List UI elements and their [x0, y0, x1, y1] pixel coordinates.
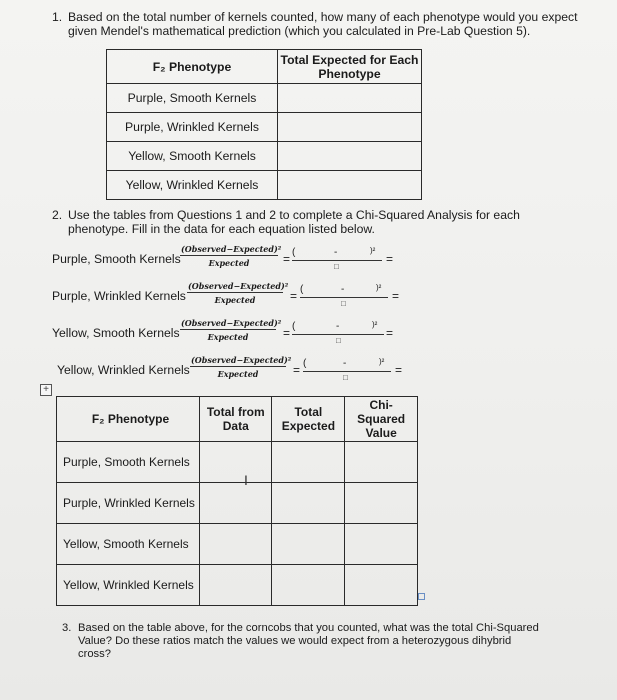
- table-row: [57, 524, 418, 565]
- question-2-line1: Use the tables from Questions 1 and 2 to complete a Chi-Squared Analysis for each: [68, 208, 520, 222]
- total-from-data-cell[interactable]: [200, 565, 272, 606]
- text-cursor-icon: I: [244, 472, 248, 488]
- row-label: Purple, Smooth Kernels: [107, 84, 278, 113]
- row-label: Yellow, Smooth Kernels: [57, 524, 200, 565]
- chi-squared-cell[interactable]: [345, 442, 418, 483]
- question-2-line2: phenotype. Fill in the data for each equation listed below.: [68, 222, 375, 236]
- equals-sign: =: [293, 363, 301, 377]
- minus-sign: -: [341, 284, 345, 295]
- question-3-line1: Based on the table above, for the corncobs that you counted, what was the total Chi-Squared: [78, 622, 539, 634]
- table-row: [107, 84, 422, 113]
- result-equals: =: [386, 326, 394, 340]
- table-header-row: [107, 50, 422, 84]
- question-3-line3: cross?: [78, 648, 111, 660]
- chi-squared-cell[interactable]: [345, 483, 418, 524]
- chi-formula-fraction: [187, 281, 289, 305]
- formula-denominator: Expected: [214, 295, 256, 305]
- row-label: Yellow, Wrinkled Kernels: [57, 565, 200, 606]
- fraction-blank-line[interactable]: [303, 371, 391, 372]
- question-1-line1: Based on the total number of kernels counted, how many of each phenotype would you expect: [68, 10, 578, 24]
- fraction-blank-line[interactable]: [300, 297, 388, 298]
- table-row: [107, 142, 422, 171]
- squared-paren: )²: [376, 283, 382, 292]
- equation-label: Yellow, Smooth Kernels: [52, 326, 180, 340]
- open-paren: (: [303, 358, 307, 369]
- header-phenotype: F₂ Phenotype: [57, 397, 200, 442]
- question-1: [52, 10, 597, 38]
- denominator-box: □: [341, 299, 346, 308]
- header-total-expected-line2: Phenotype: [318, 66, 381, 81]
- formula-numerator: (Observed−Expected)²: [181, 244, 282, 254]
- header-phenotype: F₂ Phenotype: [107, 50, 278, 84]
- equals-sign: =: [283, 252, 291, 266]
- total-expected-cell[interactable]: [272, 565, 345, 606]
- header-total-from-data-line1: Total from: [206, 405, 265, 419]
- question-3: [62, 622, 562, 661]
- squared-paren: )²: [370, 246, 376, 255]
- formula-numerator: (Observed−Expected)²: [181, 318, 282, 328]
- expected-cell[interactable]: [278, 113, 422, 142]
- row-label: Purple, Smooth Kernels: [57, 442, 200, 483]
- row-label: Yellow, Smooth Kernels: [107, 142, 278, 171]
- header-chi-line1: Chi-: [369, 398, 393, 412]
- table-row: [57, 442, 418, 483]
- chi-formula-fraction: [180, 244, 282, 268]
- row-label: Purple, Wrinkled Kernels: [57, 483, 200, 524]
- table-header-row: [57, 397, 418, 442]
- total-from-data-cell[interactable]: [200, 442, 272, 483]
- result-equals: =: [395, 363, 403, 377]
- expected-cell[interactable]: [278, 142, 422, 171]
- formula-numerator: (Observed−Expected)²: [191, 355, 292, 365]
- table-move-handle-icon[interactable]: +: [40, 384, 52, 396]
- table-row: [57, 483, 418, 524]
- result-equals: =: [392, 289, 400, 303]
- row-label: Yellow, Wrinkled Kernels: [107, 171, 278, 200]
- chi-formula-fraction: [190, 355, 292, 379]
- question-2: [52, 208, 572, 236]
- expected-cell[interactable]: [278, 171, 422, 200]
- header-total-expected-line1: Total: [294, 405, 323, 419]
- total-from-data-cell[interactable]: [200, 483, 272, 524]
- question-3-line2: Value? Do these ratios match the values we would expect from a heterozygous dihybrid: [78, 635, 512, 647]
- header-chi-line3: Value: [365, 426, 397, 440]
- header-chi-line2: Squared: [357, 412, 406, 426]
- squared-paren: )²: [372, 320, 378, 329]
- table-resize-handle[interactable]: [418, 593, 425, 600]
- header-total-from-data: [200, 397, 272, 442]
- denominator-box: □: [343, 373, 348, 382]
- chi-squared-cell[interactable]: [345, 565, 418, 606]
- header-chi-squared: [345, 397, 418, 442]
- formula-denominator: Expected: [217, 369, 259, 379]
- question-2-number: 2.: [52, 208, 63, 222]
- squared-paren: )²: [379, 357, 385, 366]
- question-1-line2: given Mendel's mathematical prediction (which you calculated in Pre-Lab Question 5).: [68, 24, 531, 38]
- header-total-expected-line2: Expected: [281, 419, 336, 433]
- table-row: [107, 171, 422, 200]
- table-row: [57, 565, 418, 606]
- denominator-box: □: [336, 336, 341, 345]
- row-label: Purple, Wrinkled Kernels: [107, 113, 278, 142]
- equation-label: Purple, Wrinkled Kernels: [52, 289, 186, 303]
- chi-squared-table: [56, 396, 418, 606]
- header-total-expected: [272, 397, 345, 442]
- total-from-data-cell[interactable]: [200, 524, 272, 565]
- minus-sign: -: [343, 358, 347, 369]
- minus-sign: -: [336, 321, 340, 332]
- equals-sign: =: [283, 326, 291, 340]
- header-total-expected: [278, 50, 422, 84]
- table-row: [107, 113, 422, 142]
- total-expected-cell[interactable]: [272, 442, 345, 483]
- total-expected-cell[interactable]: [272, 483, 345, 524]
- denominator-box: □: [334, 262, 339, 271]
- equation-label: Yellow, Wrinkled Kernels: [57, 363, 190, 377]
- minus-sign: -: [334, 247, 338, 258]
- formula-denominator: Expected: [208, 258, 250, 268]
- open-paren: (: [300, 284, 304, 295]
- open-paren: (: [292, 247, 296, 258]
- question-1-number: 1.: [52, 10, 63, 24]
- equation-label: Purple, Smooth Kernels: [52, 252, 181, 266]
- result-equals: =: [386, 252, 394, 266]
- expected-phenotype-table: [106, 49, 422, 200]
- header-total-expected-line1: Total Expected for Each: [280, 52, 419, 67]
- chi-formula-fraction: [180, 318, 282, 342]
- equals-sign: =: [290, 289, 298, 303]
- chi-squared-cell[interactable]: [345, 524, 418, 565]
- formula-denominator: Expected: [207, 332, 249, 342]
- formula-numerator: (Observed−Expected)²: [188, 281, 289, 291]
- open-paren: (: [292, 321, 296, 332]
- total-expected-cell[interactable]: [272, 524, 345, 565]
- fraction-blank-line[interactable]: [292, 334, 384, 335]
- expected-cell[interactable]: [278, 84, 422, 113]
- fraction-blank-line[interactable]: [292, 260, 382, 261]
- header-total-from-data-line2: Data: [222, 419, 249, 433]
- question-3-number: 3.: [62, 622, 72, 634]
